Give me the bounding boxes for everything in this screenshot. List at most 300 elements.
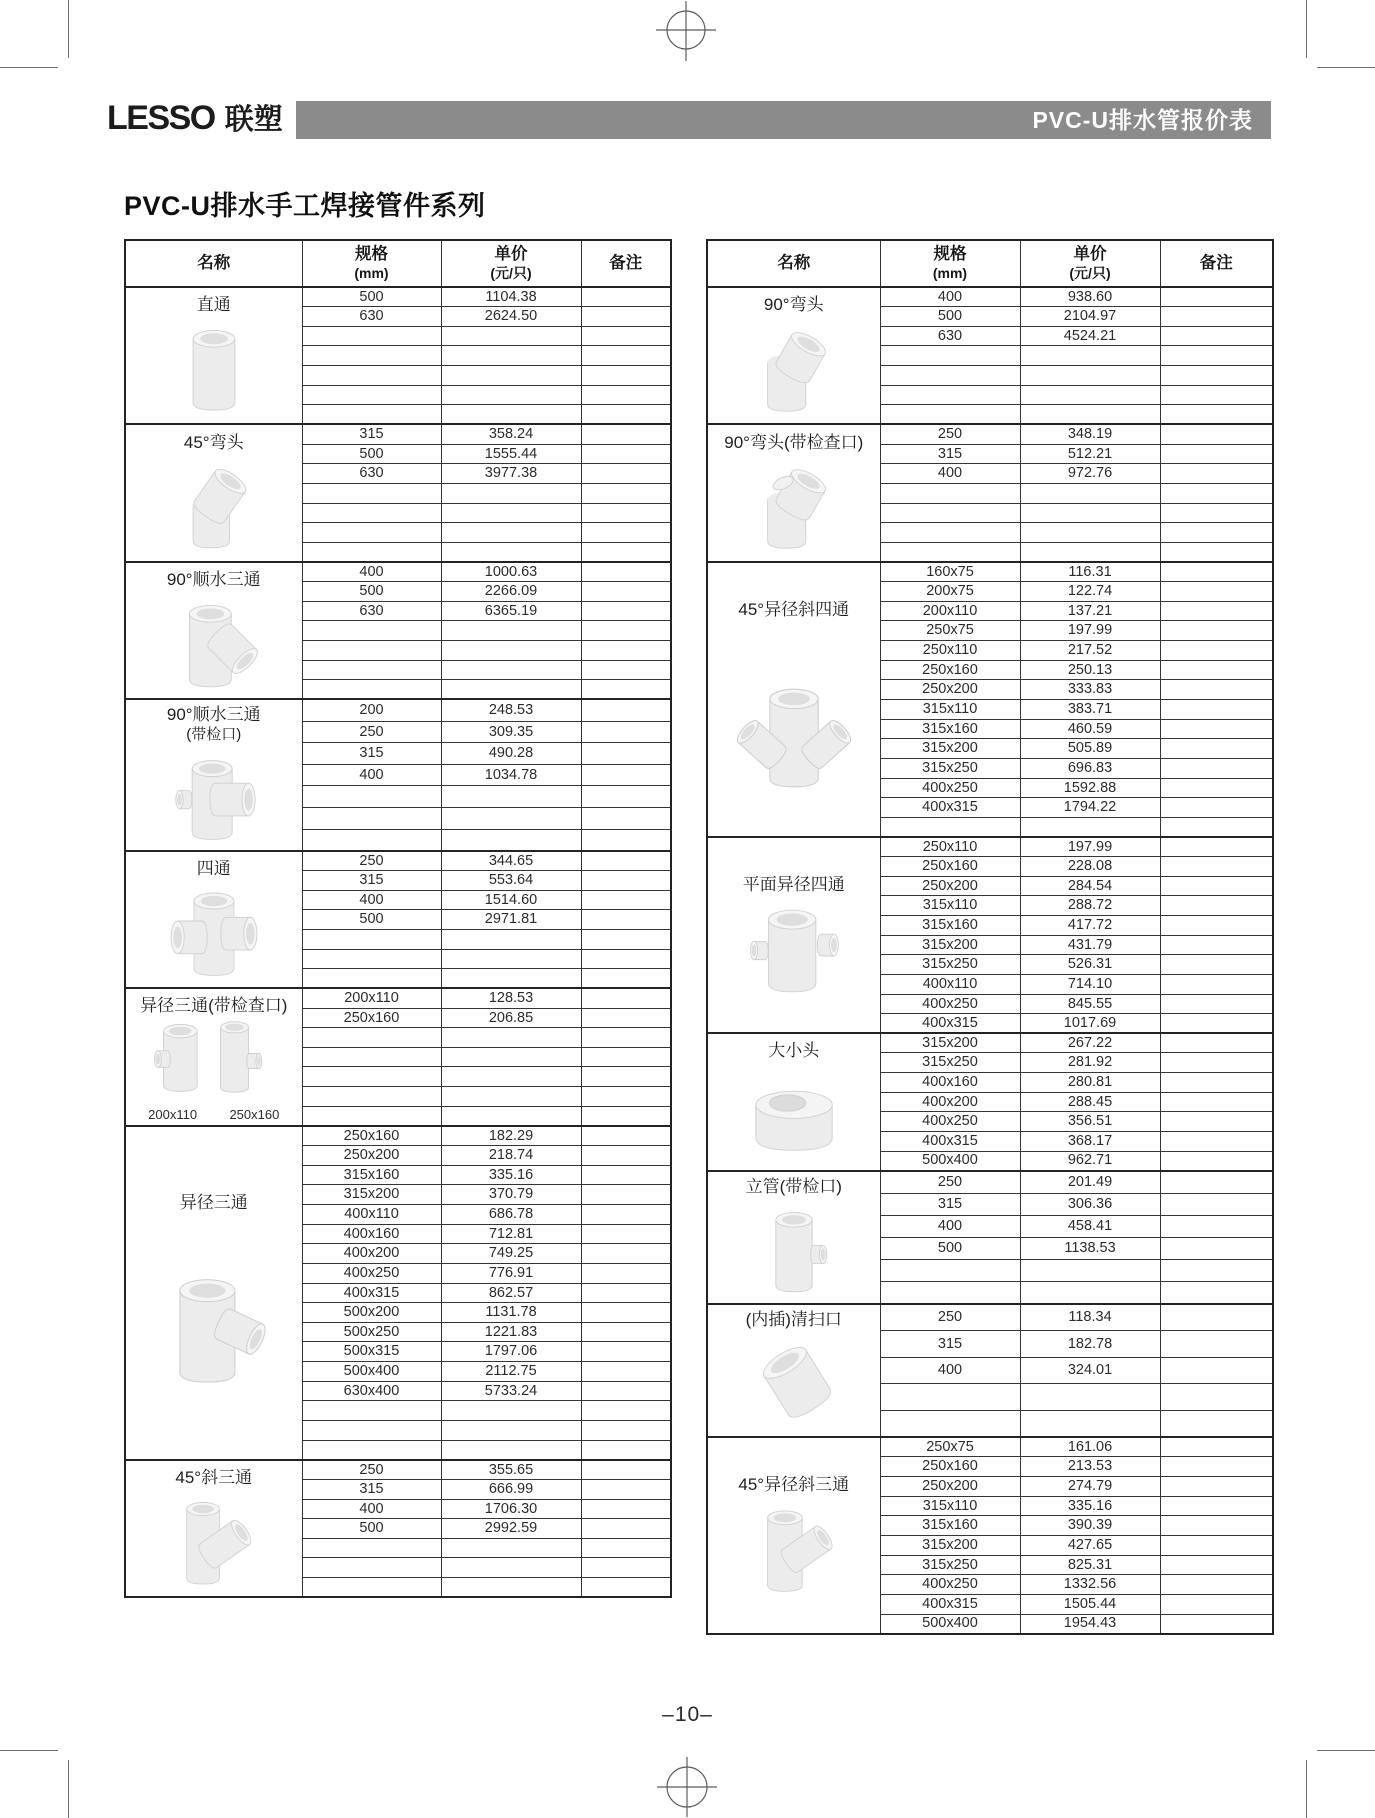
spec-cell: 315x250 <box>880 1053 1020 1073</box>
remark-cell <box>1160 817 1273 837</box>
spec-cell <box>302 1067 441 1087</box>
col-header-price-unit: (元/只) <box>490 265 532 282</box>
remark-cell <box>581 1028 671 1048</box>
spec-cell: 250x160 <box>302 1126 441 1146</box>
product-fitting-image <box>126 317 302 422</box>
spec-cell <box>302 1538 441 1558</box>
spec-cell: 400x315 <box>880 1594 1020 1614</box>
spec-cell: 500 <box>302 582 441 602</box>
col-header-remark <box>1160 240 1273 287</box>
spec-cell: 400x250 <box>302 1263 441 1283</box>
registration-mark-icon <box>654 0 718 62</box>
product-name: 直通 <box>196 295 231 315</box>
remark-cell <box>1160 1496 1273 1516</box>
price-table-left-body <box>125 287 671 1597</box>
col-header-remark-label: 备注 <box>609 254 643 273</box>
spec-cell: 315x160 <box>880 916 1020 936</box>
remark-cell <box>581 890 671 910</box>
table-row <box>125 988 671 1008</box>
spec-cell: 500x315 <box>302 1342 441 1362</box>
price-cell <box>441 641 581 661</box>
spec-cell <box>880 366 1020 386</box>
remark-cell <box>1160 916 1273 936</box>
col-header-price <box>441 240 581 287</box>
remark-cell <box>581 582 671 602</box>
remark-cell <box>581 764 671 786</box>
remark-cell <box>581 1047 671 1067</box>
spec-cell: 630 <box>302 601 441 621</box>
price-cell: 962.71 <box>1020 1151 1160 1171</box>
spec-cell: 400x110 <box>880 974 1020 994</box>
page-number: –10– <box>662 1703 713 1726</box>
price-cell: 267.22 <box>1020 1033 1160 1053</box>
product-name: 90°顺水三通 <box>166 570 261 590</box>
spec-cell: 315x160 <box>302 1165 441 1185</box>
remark-cell <box>1160 641 1273 661</box>
spec-cell: 500x400 <box>880 1614 1020 1634</box>
table-row <box>707 837 1273 857</box>
price-cell: 712.81 <box>441 1224 581 1244</box>
spec-cell: 315 <box>302 743 441 765</box>
table-row <box>125 562 671 582</box>
price-cell: 490.28 <box>441 743 581 765</box>
col-header-name <box>125 240 302 287</box>
price-cell: 1104.38 <box>441 287 581 307</box>
remark-cell <box>1160 1477 1273 1497</box>
price-cell: 1514.60 <box>441 890 581 910</box>
product-cell <box>125 424 302 561</box>
spec-cell: 500 <box>880 307 1020 327</box>
remark-cell <box>1160 1014 1273 1034</box>
remark-cell <box>1160 582 1273 602</box>
spec-cell <box>880 483 1020 503</box>
price-cell: 218.74 <box>441 1146 581 1166</box>
remark-cell <box>1160 562 1273 582</box>
remark-cell <box>1160 837 1273 857</box>
price-cell <box>1020 405 1160 425</box>
product-cell <box>125 1460 302 1597</box>
crop-mark <box>1306 0 1307 58</box>
spec-cell: 315x200 <box>880 739 1020 759</box>
remark-cell <box>581 1087 671 1107</box>
page-title: PVC-U排水手工焊接管件系列 <box>124 191 486 221</box>
banner-title: PVC-U排水管报价表 <box>1032 107 1253 133</box>
price-cell: 213.53 <box>1020 1457 1160 1477</box>
price-cell: 324.01 <box>1020 1357 1160 1384</box>
spec-cell: 400 <box>302 890 441 910</box>
table-row <box>125 699 671 721</box>
spec-cell: 315x250 <box>880 1555 1020 1575</box>
remark-cell <box>581 1538 671 1558</box>
price-cell <box>1020 346 1160 366</box>
remark-cell <box>1160 994 1273 1014</box>
col-header-spec-label: 规格 <box>933 245 967 264</box>
price-cell: 1332.56 <box>1020 1575 1160 1595</box>
price-cell <box>441 326 581 346</box>
price-cell: 427.65 <box>1020 1535 1160 1555</box>
spec-cell: 315x250 <box>880 955 1020 975</box>
remark-cell <box>1160 739 1273 759</box>
product-cell <box>707 287 880 424</box>
price-cell: 182.29 <box>441 1126 581 1146</box>
remark-cell <box>581 910 671 930</box>
table-row <box>125 851 671 871</box>
crop-mark <box>1317 67 1375 68</box>
remark-cell <box>581 1342 671 1362</box>
remark-cell <box>581 1322 671 1342</box>
table-row <box>707 1437 1273 1457</box>
product-name-note: (带检口) <box>186 726 242 743</box>
remark-cell <box>581 1303 671 1323</box>
remark-cell <box>1160 1555 1273 1575</box>
remark-cell <box>1160 1357 1273 1384</box>
spec-cell: 400x160 <box>302 1224 441 1244</box>
remark-cell <box>1160 405 1273 425</box>
remark-cell <box>1160 1193 1273 1215</box>
spec-cell <box>880 1282 1020 1304</box>
price-cell <box>441 1440 581 1460</box>
price-cell: 5733.24 <box>441 1381 581 1401</box>
price-cell <box>441 786 581 808</box>
remark-cell <box>1160 935 1273 955</box>
price-cell: 553.64 <box>441 871 581 891</box>
remark-cell <box>1160 1384 1273 1411</box>
spec-cell: 250 <box>880 1171 1020 1193</box>
spec-cell: 315x160 <box>880 719 1020 739</box>
price-cell: 4524.21 <box>1020 326 1160 346</box>
remark-cell <box>581 424 671 444</box>
spec-cell: 250x200 <box>880 1477 1020 1497</box>
remark-cell <box>581 699 671 721</box>
remark-cell <box>581 743 671 765</box>
col-header-spec-label: 规格 <box>355 245 388 264</box>
price-cell <box>441 503 581 523</box>
spec-cell: 250 <box>302 721 441 743</box>
remark-cell <box>581 464 671 484</box>
price-cell: 250.13 <box>1020 660 1160 680</box>
price-cell: 2104.97 <box>1020 307 1160 327</box>
price-cell <box>1020 1282 1160 1304</box>
spec-cell <box>302 1106 441 1126</box>
remark-cell <box>1160 699 1273 719</box>
price-cell <box>441 1047 581 1067</box>
spec-cell: 400 <box>880 1357 1020 1384</box>
remark-cell <box>581 385 671 405</box>
price-cell: 182.78 <box>1020 1331 1160 1358</box>
col-header-spec-unit: (mm) <box>354 265 389 282</box>
spec-cell: 500x250 <box>302 1322 441 1342</box>
price-cell: 281.92 <box>1020 1053 1160 1073</box>
price-cell: 1000.63 <box>441 562 581 582</box>
col-header-price <box>1020 240 1160 287</box>
price-cell: 776.91 <box>441 1263 581 1283</box>
remark-cell <box>581 786 671 808</box>
remark-cell <box>581 601 671 621</box>
spec-cell: 315x200 <box>880 1535 1020 1555</box>
table-row <box>707 424 1273 444</box>
remark-cell <box>1160 857 1273 877</box>
product-cell <box>707 1437 880 1633</box>
price-cell: 383.71 <box>1020 699 1160 719</box>
product-fitting-image <box>708 1332 880 1437</box>
spec-cell <box>302 1578 441 1598</box>
price-cell: 228.08 <box>1020 857 1160 877</box>
remark-cell <box>1160 1033 1273 1053</box>
remark-cell <box>581 1204 671 1224</box>
price-cell: 370.79 <box>441 1185 581 1205</box>
spec-cell: 315x200 <box>302 1185 441 1205</box>
spec-cell <box>880 542 1020 562</box>
product-name: 90°弯头(带检查口) <box>724 432 864 452</box>
price-cell: 1017.69 <box>1020 1014 1160 1034</box>
remark-cell <box>1160 1516 1273 1536</box>
product-name: 异径三通(带检查口) <box>140 996 288 1016</box>
product-name: 四通 <box>196 859 231 879</box>
spec-cell: 200x110 <box>880 601 1020 621</box>
product-fitting-image <box>708 454 880 559</box>
price-cell: 280.81 <box>1020 1073 1160 1093</box>
product-fitting-image <box>708 1063 880 1168</box>
spec-cell <box>302 1558 441 1578</box>
price-cell: 1794.22 <box>1020 798 1160 818</box>
remark-cell <box>1160 346 1273 366</box>
price-cell: 825.31 <box>1020 1555 1160 1575</box>
spec-cell <box>302 1087 441 1107</box>
remark-cell <box>1160 1575 1273 1595</box>
spec-cell: 200x110 <box>302 988 441 1008</box>
price-cell <box>1020 523 1160 543</box>
product-image-label: 200x110 <box>148 1107 198 1123</box>
table-header-row <box>125 240 671 287</box>
col-header-spec-unit: (mm) <box>932 265 968 282</box>
spec-cell: 315x110 <box>880 896 1020 916</box>
price-cell: 1954.43 <box>1020 1614 1160 1634</box>
spec-cell <box>302 385 441 405</box>
product-cell <box>707 837 880 1033</box>
spec-cell <box>302 929 441 949</box>
spec-cell: 315 <box>880 444 1020 464</box>
product-cell <box>707 1033 880 1170</box>
spec-cell: 250x200 <box>302 1146 441 1166</box>
remark-cell <box>581 808 671 830</box>
price-cell: 1138.53 <box>1020 1237 1160 1259</box>
price-cell <box>441 1106 581 1126</box>
remark-cell <box>1160 1411 1273 1438</box>
remark-cell <box>581 1106 671 1126</box>
spec-cell: 630 <box>880 326 1020 346</box>
product-image-label: 250x160 <box>229 1107 280 1123</box>
price-cell: 714.10 <box>1020 974 1160 994</box>
spec-cell: 630x400 <box>302 1381 441 1401</box>
product-name: 45°弯头 <box>183 432 244 452</box>
spec-cell: 400x315 <box>880 1132 1020 1152</box>
product-fitting-image <box>708 667 880 804</box>
price-cell <box>441 385 581 405</box>
remark-cell <box>581 503 671 523</box>
price-cell: 686.78 <box>441 1204 581 1224</box>
remark-cell <box>1160 1215 1273 1237</box>
spec-cell: 400x315 <box>302 1283 441 1303</box>
spec-cell <box>880 385 1020 405</box>
product-fitting-image <box>708 317 880 422</box>
remark-cell <box>581 523 671 543</box>
spec-cell: 200x75 <box>880 582 1020 602</box>
remark-cell <box>581 326 671 346</box>
remark-cell <box>581 1578 671 1598</box>
price-cell <box>441 621 581 641</box>
spec-cell: 315x200 <box>880 1033 1020 1053</box>
remark-cell <box>1160 1237 1273 1259</box>
header-banner <box>296 101 1271 139</box>
remark-cell <box>581 969 671 989</box>
price-cell: 309.35 <box>441 721 581 743</box>
price-cell: 1221.83 <box>441 1322 581 1342</box>
crop-mark <box>0 1750 58 1751</box>
remark-cell <box>581 483 671 503</box>
spec-cell: 250x75 <box>880 621 1020 641</box>
spec-cell: 250x160 <box>880 857 1020 877</box>
remark-cell <box>1160 542 1273 562</box>
price-cell: 1797.06 <box>441 1342 581 1362</box>
spec-cell: 250x110 <box>880 837 1020 857</box>
remark-cell <box>1160 424 1273 444</box>
product-cell <box>125 851 302 988</box>
col-header-price-unit: (元/只) <box>1069 265 1111 282</box>
spec-cell: 250x160 <box>880 660 1020 680</box>
product-name: 45°异径斜三通 <box>738 1474 850 1494</box>
spec-cell: 500x400 <box>302 1362 441 1382</box>
remark-cell <box>1160 601 1273 621</box>
price-cell: 335.16 <box>441 1165 581 1185</box>
remark-cell <box>1160 1260 1273 1282</box>
remark-cell <box>581 1185 671 1205</box>
logo-latin-text: LESSO <box>107 99 215 137</box>
price-cell: 1555.44 <box>441 444 581 464</box>
price-cell <box>441 523 581 543</box>
price-cell: 201.49 <box>1020 1171 1160 1193</box>
spec-cell: 500x400 <box>880 1151 1020 1171</box>
spec-cell: 315x160 <box>880 1516 1020 1536</box>
crop-mark <box>1306 1760 1307 1818</box>
spec-cell: 250x160 <box>302 1008 441 1028</box>
remark-cell <box>581 1381 671 1401</box>
spec-cell: 400 <box>880 1215 1020 1237</box>
remark-cell <box>581 1558 671 1578</box>
remark-cell <box>1160 464 1273 484</box>
product-cell <box>707 424 880 561</box>
remark-cell <box>581 307 671 327</box>
remark-cell <box>581 405 671 425</box>
spec-cell <box>302 1028 441 1048</box>
spec-cell: 500 <box>302 910 441 930</box>
spec-cell <box>302 1440 441 1460</box>
spec-cell: 315 <box>302 424 441 444</box>
remark-cell <box>581 949 671 969</box>
price-cell: 862.57 <box>441 1283 581 1303</box>
col-header-name <box>707 240 880 287</box>
remark-cell <box>581 680 671 700</box>
price-cell: 206.85 <box>441 1008 581 1028</box>
spec-cell <box>880 346 1020 366</box>
remark-cell <box>1160 876 1273 896</box>
spec-cell <box>880 817 1020 837</box>
remark-cell <box>1160 307 1273 327</box>
spec-cell <box>302 542 441 562</box>
product-cell <box>125 1126 302 1460</box>
price-cell: 358.24 <box>441 424 581 444</box>
product-fitting-image <box>126 1018 302 1109</box>
price-cell: 161.06 <box>1020 1437 1160 1457</box>
price-table-right-body <box>707 287 1273 1634</box>
remark-cell <box>1160 1151 1273 1171</box>
remark-cell <box>1160 1535 1273 1555</box>
spec-cell: 500 <box>880 1237 1020 1259</box>
remark-cell <box>1160 1304 1273 1331</box>
price-cell: 431.79 <box>1020 935 1160 955</box>
remark-cell <box>581 1479 671 1499</box>
price-cell <box>1020 503 1160 523</box>
remark-cell <box>581 1440 671 1460</box>
price-cell <box>441 1401 581 1421</box>
price-cell: 749.25 <box>441 1244 581 1264</box>
price-cell <box>441 542 581 562</box>
price-cell <box>441 969 581 989</box>
price-cell <box>441 929 581 949</box>
price-cell: 1034.78 <box>441 764 581 786</box>
spec-cell: 400 <box>302 562 441 582</box>
remark-cell <box>581 1008 671 1028</box>
remark-cell <box>1160 1594 1273 1614</box>
spec-cell: 500 <box>302 1519 441 1539</box>
price-cell: 1131.78 <box>441 1303 581 1323</box>
spec-cell: 250x160 <box>880 1457 1020 1477</box>
spec-cell: 400 <box>302 1499 441 1519</box>
remark-cell <box>581 562 671 582</box>
remark-cell <box>1160 1132 1273 1152</box>
logo-cjk-text: 联塑 <box>224 104 283 136</box>
spec-cell: 400x250 <box>880 994 1020 1014</box>
price-cell: 2992.59 <box>441 1519 581 1539</box>
remark-cell <box>1160 719 1273 739</box>
remark-cell <box>1160 1053 1273 1073</box>
remark-cell <box>581 929 671 949</box>
price-cell: 390.39 <box>1020 1516 1160 1536</box>
product-cell <box>125 699 302 850</box>
price-cell: 333.83 <box>1020 680 1160 700</box>
spec-cell <box>302 503 441 523</box>
price-cell: 845.55 <box>1020 994 1160 1014</box>
price-cell: 2624.50 <box>441 307 581 327</box>
product-name: 45°异径斜四通 <box>738 599 850 619</box>
price-cell: 368.17 <box>1020 1132 1160 1152</box>
remark-cell <box>581 660 671 680</box>
crop-mark <box>68 1760 69 1818</box>
lesso-logo <box>107 97 283 138</box>
remark-cell <box>581 1126 671 1146</box>
crop-mark <box>68 0 69 58</box>
spec-cell: 250x75 <box>880 1437 1020 1457</box>
spec-cell: 250 <box>302 851 441 871</box>
spec-cell: 400x250 <box>880 778 1020 798</box>
product-name: 大小头 <box>768 1041 820 1061</box>
product-cell <box>707 1171 880 1304</box>
remark-cell <box>581 621 671 641</box>
remark-cell <box>1160 1282 1273 1304</box>
price-cell: 344.65 <box>441 851 581 871</box>
product-cell <box>125 988 302 1125</box>
remark-cell <box>1160 798 1273 818</box>
col-header-name-label: 名称 <box>197 254 231 273</box>
